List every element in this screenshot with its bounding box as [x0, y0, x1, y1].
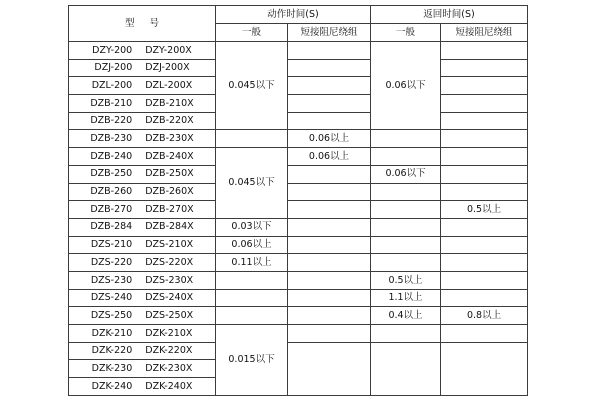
action-damping-subheader: 短接阻尼绕组 [288, 24, 371, 42]
return-general-cell [371, 218, 441, 236]
table-row [69, 271, 528, 289]
action-damping-cell [288, 218, 371, 236]
return-general-cell: 1.1以上 [371, 289, 441, 307]
model-cell: DZK-240 DZK-240X [69, 378, 216, 396]
return-damping-cell [441, 236, 528, 254]
return-damping-cell [441, 218, 528, 236]
return-general-cell [371, 325, 441, 343]
model-cell: DZB-210 DZB-210X [69, 95, 216, 113]
table-row [69, 254, 528, 272]
action-general-cell: 0.045以下 [216, 148, 288, 219]
return-damping-cell [441, 254, 528, 272]
return-damping-cell [441, 325, 528, 343]
return-time-header: 返回时间(S) [371, 6, 528, 24]
action-damping-cell [288, 112, 371, 130]
return-damping-cell [441, 183, 528, 201]
model-cell: DZS-240 DZS-240X [69, 289, 216, 307]
return-damping-cell [441, 289, 528, 307]
table-row [69, 148, 528, 166]
action-general-cell: 0.11以上 [216, 254, 288, 272]
model-cell: DZS-210 DZS-210X [69, 236, 216, 254]
action-damping-cell: 0.06以上 [288, 148, 371, 166]
return-general-cell [371, 254, 441, 272]
model-cell: DZB-250 DZB-250X [69, 165, 216, 183]
return-damping-subheader: 短接阻尼绕组 [441, 24, 528, 42]
action-general-cell: 0.03以下 [216, 218, 288, 236]
action-damping-cell [288, 77, 371, 95]
action-general-cell [216, 271, 288, 289]
return-general-cell [371, 183, 441, 201]
return-damping-cell [441, 95, 528, 113]
model-cell: DZJ-200 DZJ-200X [69, 59, 216, 77]
return-general-cell [371, 148, 441, 166]
table-row [69, 112, 528, 130]
return-general-cell [371, 201, 441, 219]
return-general-cell [371, 236, 441, 254]
model-cell: DZB-284 DZB-284X [69, 218, 216, 236]
action-general-subheader: 一般 [216, 24, 288, 42]
return-damping-cell [441, 148, 528, 166]
table-row [69, 325, 528, 343]
table-row [69, 130, 528, 148]
action-general-cell [216, 289, 288, 307]
return-general-cell [371, 342, 441, 395]
table-row [69, 236, 528, 254]
model-cell: DZL-200 DZL-200X [69, 77, 216, 95]
action-damping-cell [288, 271, 371, 289]
action-damping-cell [288, 325, 371, 343]
table-row [69, 342, 528, 360]
table-row [69, 218, 528, 236]
return-general-cell: 0.5以上 [371, 271, 441, 289]
action-damping-cell [288, 342, 371, 395]
model-cell: DZK-210 DZK-210X [69, 325, 216, 343]
action-damping-cell [288, 42, 371, 60]
action-time-header: 动作时间(S) [216, 6, 371, 24]
action-general-cell [216, 307, 288, 325]
spec-table [68, 5, 528, 396]
table-row [69, 59, 528, 77]
return-general-cell [371, 130, 441, 148]
return-damping-cell [441, 42, 528, 60]
table-row [69, 77, 528, 95]
action-general-cell: 0.06以上 [216, 236, 288, 254]
action-damping-cell [288, 95, 371, 113]
table-row [69, 307, 528, 325]
table-row [69, 201, 528, 219]
table-row [69, 289, 528, 307]
return-damping-cell: 0.5以上 [441, 201, 528, 219]
return-general-cell: 0.4以上 [371, 307, 441, 325]
return-damping-cell [441, 59, 528, 77]
table-row [69, 183, 528, 201]
model-cell: DZK-230 DZK-230X [69, 360, 216, 378]
action-damping-cell: 0.06以上 [288, 130, 371, 148]
model-cell: DZB-230 DZB-230X [69, 130, 216, 148]
action-damping-cell [288, 183, 371, 201]
return-damping-cell [441, 342, 528, 395]
model-cell: DZS-250 DZS-250X [69, 307, 216, 325]
return-damping-cell: 0.8以上 [441, 307, 528, 325]
return-damping-cell [441, 112, 528, 130]
table-row [69, 95, 528, 113]
model-cell: DZY-200 DZY-200X [69, 42, 216, 60]
return-general-cell: 0.06以下 [371, 165, 441, 183]
action-damping-cell [288, 289, 371, 307]
return-general-subheader: 一般 [371, 24, 441, 42]
action-damping-cell [288, 307, 371, 325]
table-row [69, 42, 528, 60]
model-cell: DZB-270 DZB-270X [69, 201, 216, 219]
action-damping-cell [288, 59, 371, 77]
table-row [69, 165, 528, 183]
action-damping-cell [288, 201, 371, 219]
model-column-header: 型 号 [69, 6, 216, 42]
action-general-cell: 0.015以下 [216, 325, 288, 396]
model-cell: DZS-220 DZS-220X [69, 254, 216, 272]
return-damping-cell [441, 165, 528, 183]
action-damping-cell [288, 236, 371, 254]
return-damping-cell [441, 271, 528, 289]
action-general-cell [216, 130, 288, 148]
model-cell: DZB-240 DZB-240X [69, 148, 216, 166]
model-cell: DZK-220 DZK-220X [69, 342, 216, 360]
action-damping-cell [288, 165, 371, 183]
return-damping-cell [441, 77, 528, 95]
return-damping-cell [441, 130, 528, 148]
action-damping-cell [288, 254, 371, 272]
model-cell: DZS-230 DZS-230X [69, 271, 216, 289]
model-cell: DZB-220 DZB-220X [69, 112, 216, 130]
return-general-cell: 0.06以下 [371, 42, 441, 130]
action-general-cell: 0.045以下 [216, 42, 288, 130]
model-cell: DZB-260 DZB-260X [69, 183, 216, 201]
